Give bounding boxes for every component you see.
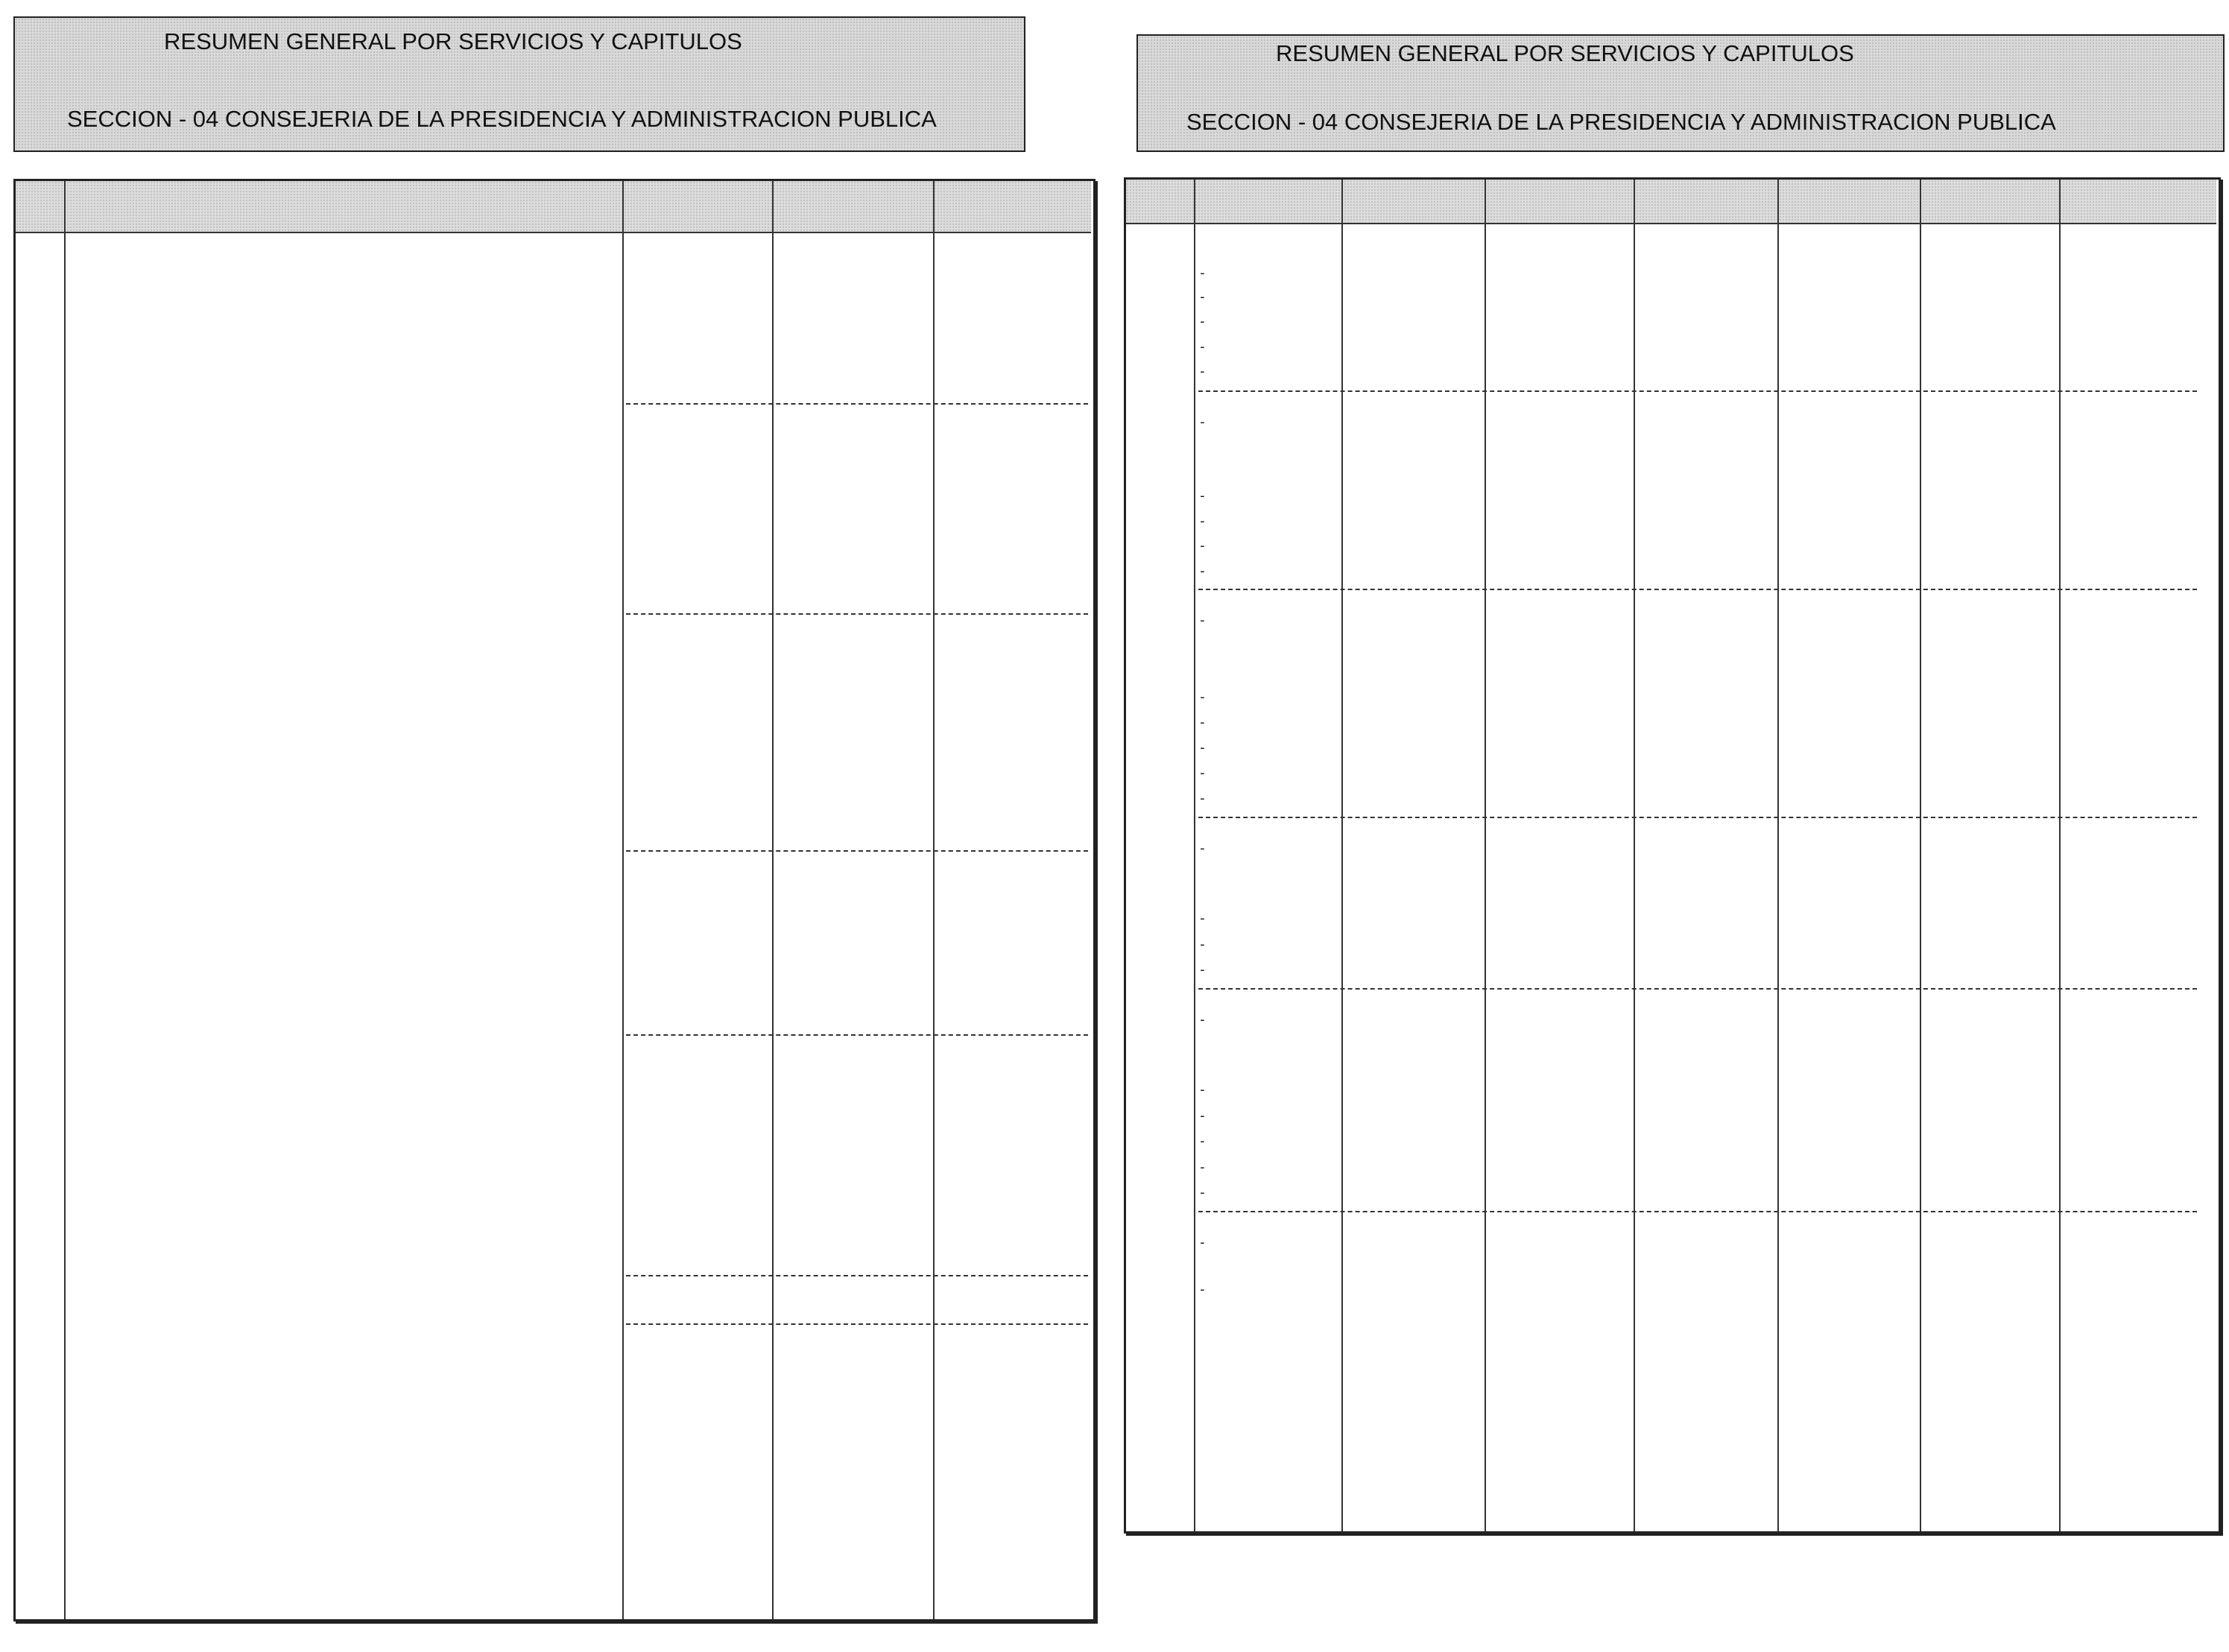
right-row-dash: - bbox=[1198, 265, 1207, 281]
right-header-row bbox=[1126, 180, 2216, 223]
left-col-divider bbox=[622, 181, 624, 1619]
left-total-dash bbox=[626, 850, 1088, 852]
right-header-title: RESUMEN GENERAL POR SERVICIOS Y CAPITULOS bbox=[1276, 40, 1854, 66]
right-row-dash: - bbox=[1198, 488, 1207, 504]
left-col-divider bbox=[772, 181, 774, 1619]
right-row-dash: - bbox=[1198, 289, 1207, 305]
right-row-dash: - bbox=[1198, 740, 1207, 756]
right-total-dash bbox=[1198, 988, 2197, 990]
right-row-dash: - bbox=[1198, 513, 1207, 529]
right-row-dash: - bbox=[1198, 414, 1207, 430]
right-row-dash: - bbox=[1198, 791, 1207, 806]
right-row-dash: - bbox=[1198, 1133, 1207, 1149]
right-col-divider bbox=[1341, 180, 1343, 1531]
right-row-dash: - bbox=[1198, 314, 1207, 329]
right-row-dash: - bbox=[1198, 1282, 1207, 1297]
right-col-divider bbox=[2059, 180, 2061, 1531]
right-col-divider bbox=[1194, 180, 1195, 1531]
right-total-dash bbox=[1198, 1211, 2197, 1212]
right-row-dash: - bbox=[1198, 364, 1207, 379]
right-row-dash: - bbox=[1198, 1082, 1207, 1098]
right-row-dash: - bbox=[1198, 1159, 1207, 1175]
left-total-dash bbox=[626, 403, 1088, 405]
right-total-dash bbox=[1198, 589, 2197, 590]
left-total-dash bbox=[626, 613, 1088, 615]
right-col-divider bbox=[1634, 180, 1635, 1531]
right-row-dash: - bbox=[1198, 339, 1207, 355]
left-header-box bbox=[13, 16, 1025, 152]
right-row-dash: - bbox=[1198, 715, 1207, 730]
right-header-seccion: SECCION - 04 CONSEJERIA DE LA PRESIDENCIA Y ADMINISTRACION PUBLICA bbox=[1186, 109, 2056, 135]
right-col-divider bbox=[1485, 180, 1486, 1531]
right-row-dash: - bbox=[1198, 1108, 1207, 1124]
left-header-divider bbox=[16, 232, 1091, 233]
right-header-divider bbox=[1126, 223, 2216, 224]
right-row-dash: - bbox=[1198, 1185, 1207, 1200]
right-row-dash: - bbox=[1198, 765, 1207, 781]
right-total-dash bbox=[1198, 390, 2197, 392]
left-header-seccion: SECCION - 04 CONSEJERIA DE LA PRESIDENCIA Y ADMINISTRACION PUBLICA bbox=[67, 106, 937, 132]
right-total-dash bbox=[1198, 817, 2197, 818]
left-total-dash bbox=[626, 1034, 1088, 1036]
right-row-dash: - bbox=[1198, 1012, 1207, 1028]
right-row-dash: - bbox=[1198, 937, 1207, 952]
right-row-dash: - bbox=[1198, 613, 1207, 628]
left-header-title: RESUMEN GENERAL POR SERVICIOS Y CAPITULOS bbox=[164, 28, 742, 54]
right-row-dash: - bbox=[1198, 563, 1207, 579]
right-row-dash: - bbox=[1198, 911, 1207, 926]
right-col-divider bbox=[1777, 180, 1779, 1531]
left-total-dash bbox=[626, 1323, 1088, 1325]
right-row-dash: - bbox=[1198, 538, 1207, 554]
right-col-divider bbox=[1920, 180, 1921, 1531]
left-total-dash bbox=[626, 1275, 1088, 1276]
right-row-dash: - bbox=[1198, 841, 1207, 856]
left-header-row bbox=[16, 181, 1091, 232]
right-row-dash: - bbox=[1198, 689, 1207, 705]
right-row-dash: - bbox=[1198, 962, 1207, 978]
right-table-frame bbox=[1124, 177, 2221, 1534]
right-row-dash: - bbox=[1198, 1235, 1207, 1250]
right-header-box bbox=[1136, 34, 2225, 152]
left-col-divider bbox=[64, 181, 66, 1619]
left-col-divider bbox=[933, 181, 935, 1619]
